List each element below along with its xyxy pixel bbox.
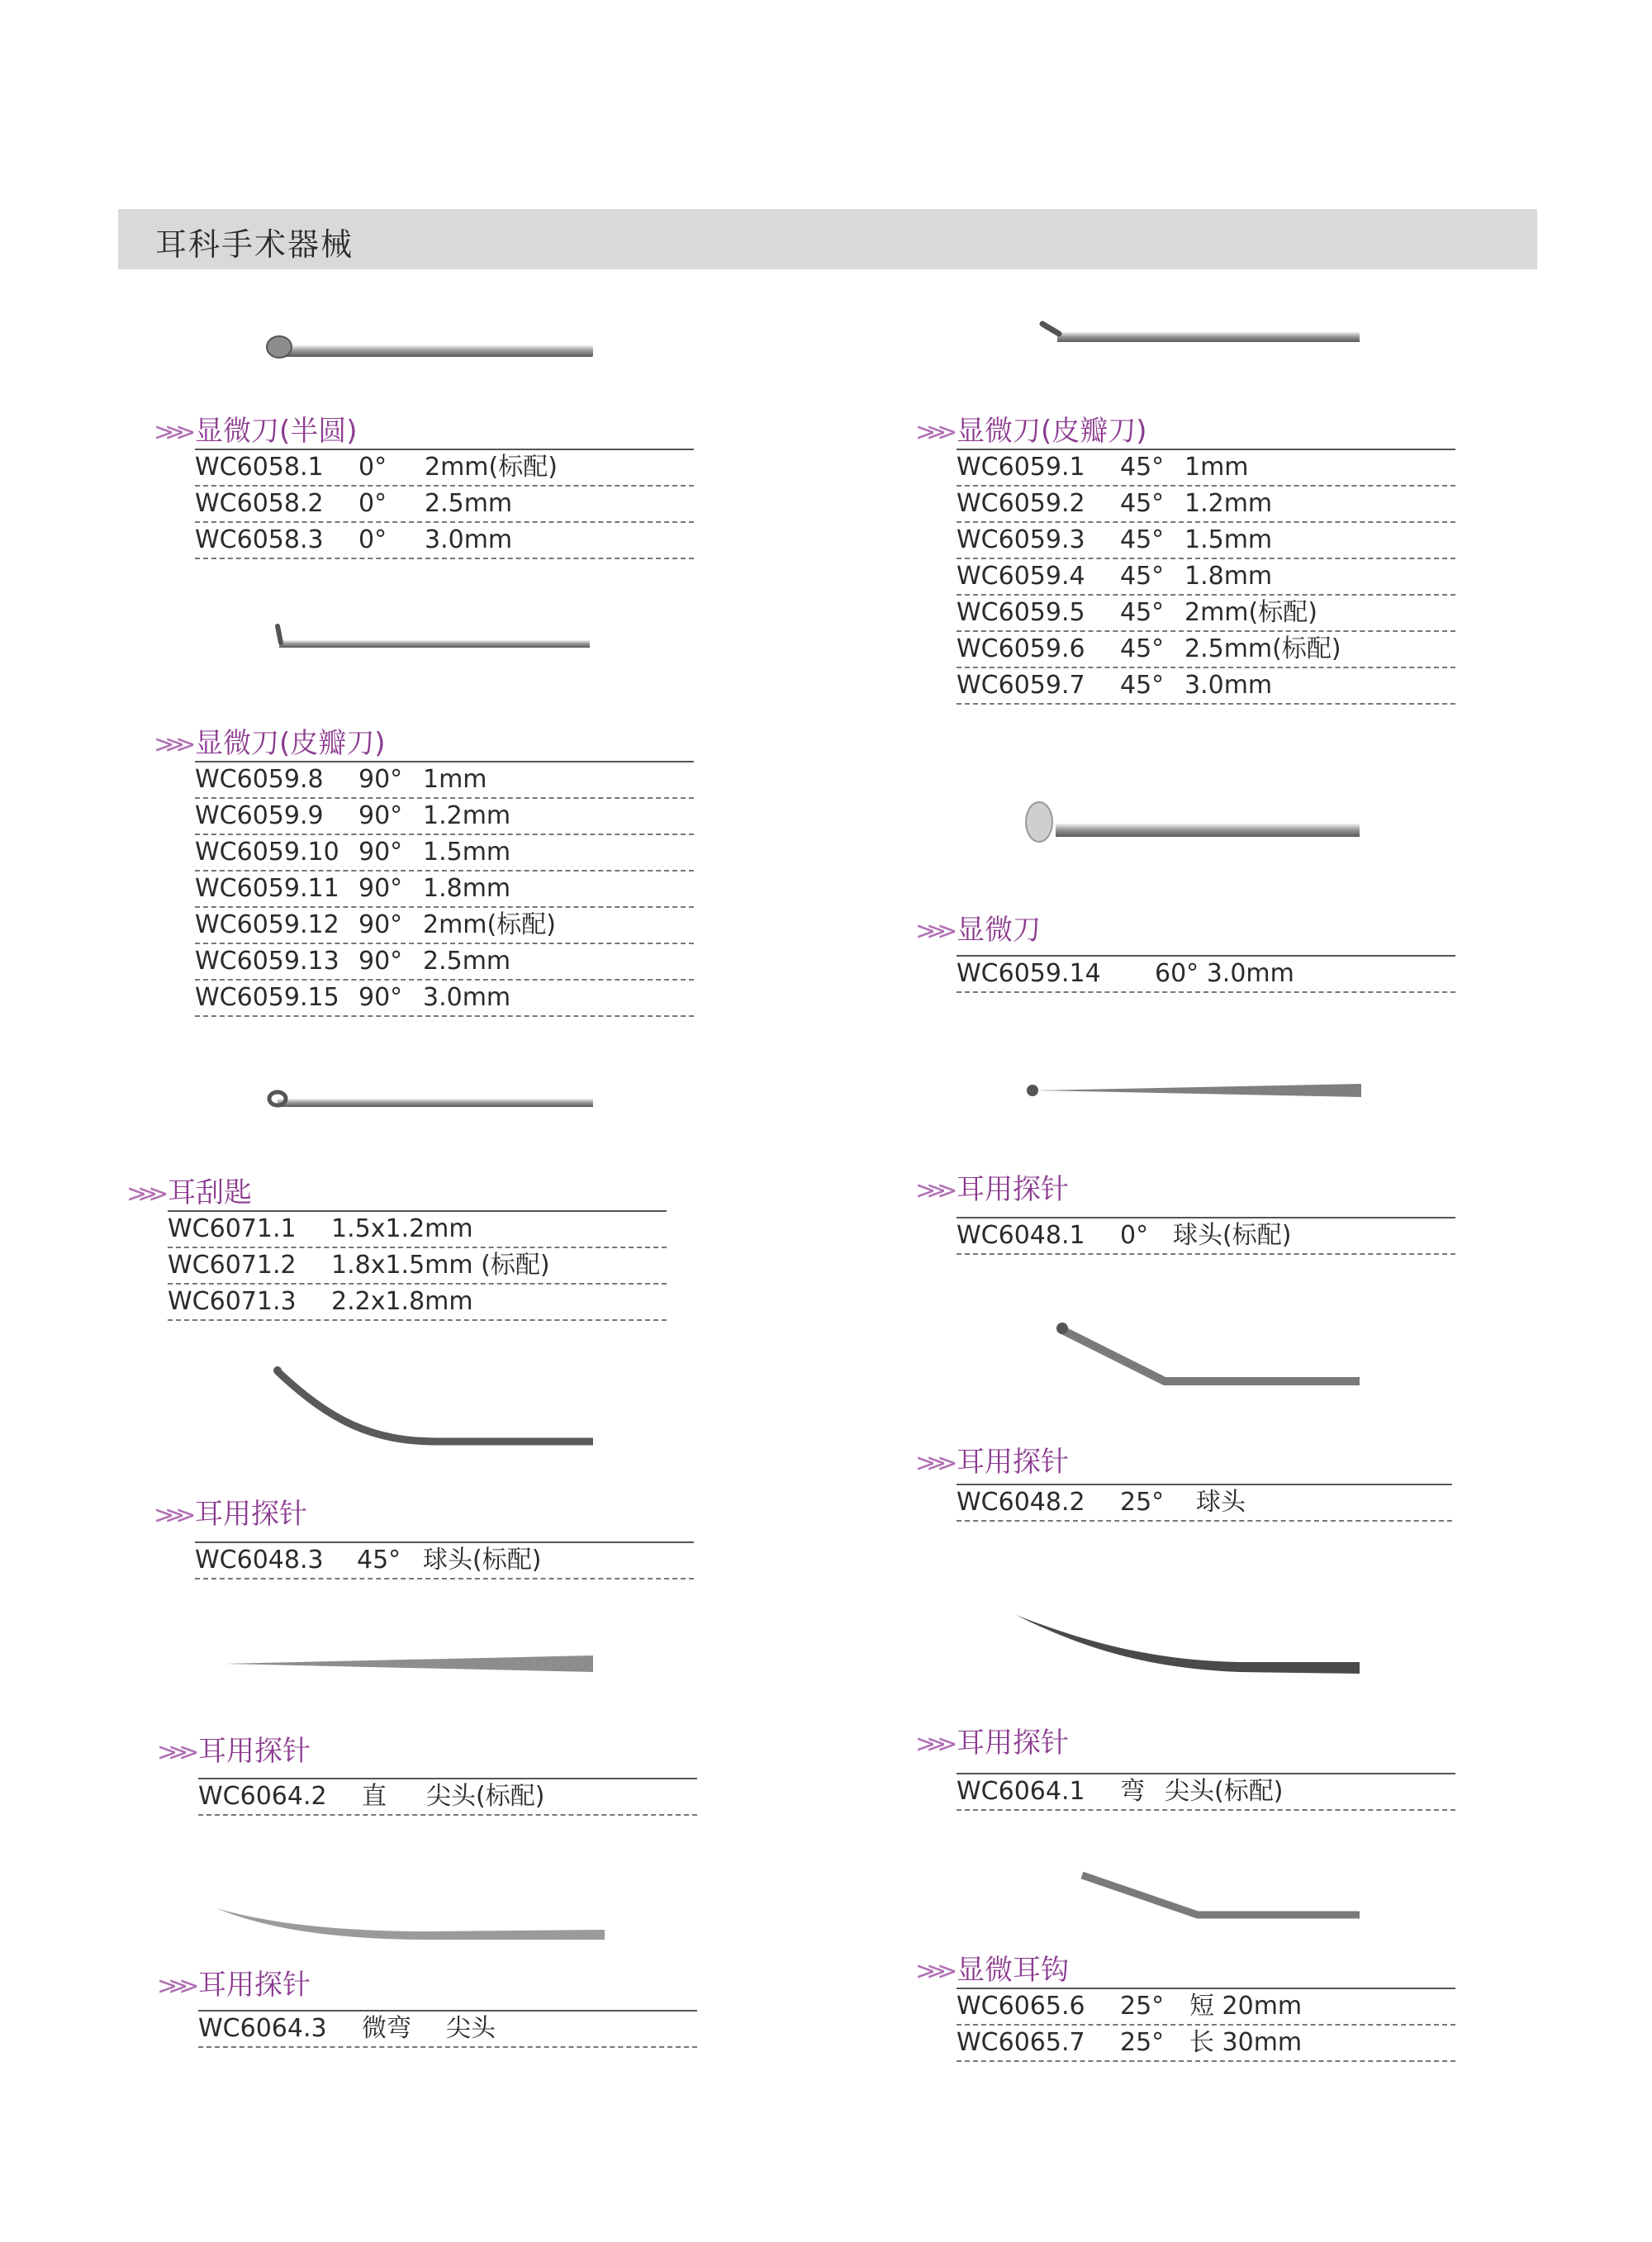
section-title: 耳科手术器械 (155, 226, 354, 263)
instrument-image-p12 (1082, 1875, 1360, 1915)
table-row: WC6064.1 弯 尖头(标配) (957, 1774, 1455, 1811)
instrument-image-p6 (216, 1908, 605, 1940)
table-row: WC6064.2 直 尖头(标配) (198, 1779, 697, 1816)
instrument-image-p2 (278, 626, 590, 648)
instrument-image-p3 (269, 1092, 593, 1107)
table-row: WC6059.4 45° 1.8mm (957, 559, 1455, 596)
table-row: WC6059.8 90° 1mm (195, 762, 694, 799)
product-title: 显微刀(皮瓣刀) (957, 415, 1147, 448)
chevron-right-icon: >>> (126, 1180, 159, 1209)
table-row: WC6059.6 45° 2.5mm(标配) (957, 632, 1455, 668)
table-row: WC6059.14 60° 3.0mm (957, 957, 1455, 993)
spec-table (957, 1484, 1452, 1522)
table-row: WC6059.7 45° 3.0mm (957, 668, 1455, 705)
table-row: WC6059.5 45° 2mm(标配) (957, 596, 1455, 632)
product-title: 耳用探针 (198, 1735, 311, 1768)
spec-table (195, 761, 694, 1017)
product-title: 显微耳钩 (957, 1954, 1069, 1987)
chevron-right-icon: >>> (915, 1957, 948, 1986)
instrument-image-p1 (267, 336, 593, 358)
spec-table (195, 1541, 694, 1579)
table-row: WC6071.2 1.8x1.5mm (标配) (168, 1248, 667, 1285)
instrument-image-p9 (1027, 1084, 1361, 1097)
table-row: WC6048.1 0° 球头(标配) (957, 1218, 1455, 1255)
product-title: 耳刮匙 (168, 1176, 252, 1209)
table-row: WC6065.6 25° 短 20mm (957, 1989, 1455, 2026)
table-row: WC6059.10 90° 1.5mm (195, 835, 694, 872)
chevron-right-icon: >>> (915, 1730, 948, 1759)
spec-table (198, 1778, 697, 1816)
table-row: WC6048.3 45° 球头(标配) (195, 1543, 694, 1579)
table-row: WC6058.2 0° 2.5mm (195, 487, 694, 523)
product-title: 显微刀 (957, 914, 1041, 947)
instrument-image-p7 (1042, 324, 1360, 342)
table-row: WC6064.3 微弯 尖头 (198, 2012, 697, 2048)
product-title: 显微刀(半圆) (195, 415, 358, 448)
spec-table (195, 449, 694, 559)
product-title: 耳用探针 (195, 1498, 307, 1531)
table-row: WC6059.3 45° 1.5mm (957, 523, 1455, 559)
chevron-right-icon: >>> (157, 1972, 190, 2001)
product-title: 耳用探针 (957, 1446, 1069, 1479)
product-title: 显微刀(皮瓣刀) (195, 727, 386, 760)
instrument-image-p4 (273, 1366, 593, 1442)
table-row: WC6059.2 45° 1.2mm (957, 487, 1455, 523)
spec-table (957, 1773, 1455, 1811)
table-row: WC6059.13 90° 2.5mm (195, 944, 694, 981)
table-row: WC6059.11 90° 1.8mm (195, 872, 694, 908)
instrument-image-p5 (225, 1655, 593, 1672)
product-title: 耳用探针 (957, 1173, 1069, 1206)
instrument-image-p10 (1056, 1323, 1360, 1381)
table-row: WC6059.12 90° 2mm(标配) (195, 908, 694, 944)
chevron-right-icon: >>> (915, 1449, 948, 1478)
chevron-right-icon: >>> (154, 730, 187, 759)
spec-table (198, 2010, 697, 2048)
instrument-image-p11 (1016, 1615, 1360, 1674)
chevron-right-icon: >>> (157, 1738, 190, 1767)
spec-table (168, 1210, 667, 1321)
spec-table (957, 1217, 1455, 1255)
table-row: WC6059.1 45° 1mm (957, 450, 1455, 487)
table-row: WC6059.15 90° 3.0mm (195, 981, 694, 1017)
spec-table (957, 449, 1455, 705)
product-title: 耳用探针 (198, 1969, 311, 2002)
table-row: WC6071.3 2.2x1.8mm (168, 1285, 667, 1321)
chevron-right-icon: >>> (915, 917, 948, 946)
chevron-right-icon: >>> (915, 1176, 948, 1205)
spec-table (957, 1988, 1455, 2062)
chevron-right-icon: >>> (154, 1501, 187, 1530)
table-row: WC6071.1 1.5x1.2mm (168, 1212, 667, 1248)
instrument-image-p8 (1026, 802, 1360, 842)
table-row: WC6059.9 90° 1.2mm (195, 799, 694, 835)
product-title: 耳用探针 (957, 1727, 1069, 1760)
table-row: WC6065.7 25° 长 30mm (957, 2026, 1455, 2062)
table-row: WC6058.3 0° 3.0mm (195, 523, 694, 559)
chevron-right-icon: >>> (915, 418, 948, 447)
spec-table (957, 955, 1455, 993)
table-row: WC6058.1 0° 2mm(标配) (195, 450, 694, 487)
chevron-right-icon: >>> (154, 418, 187, 447)
table-row: WC6048.2 25° 球头 (957, 1485, 1452, 1522)
